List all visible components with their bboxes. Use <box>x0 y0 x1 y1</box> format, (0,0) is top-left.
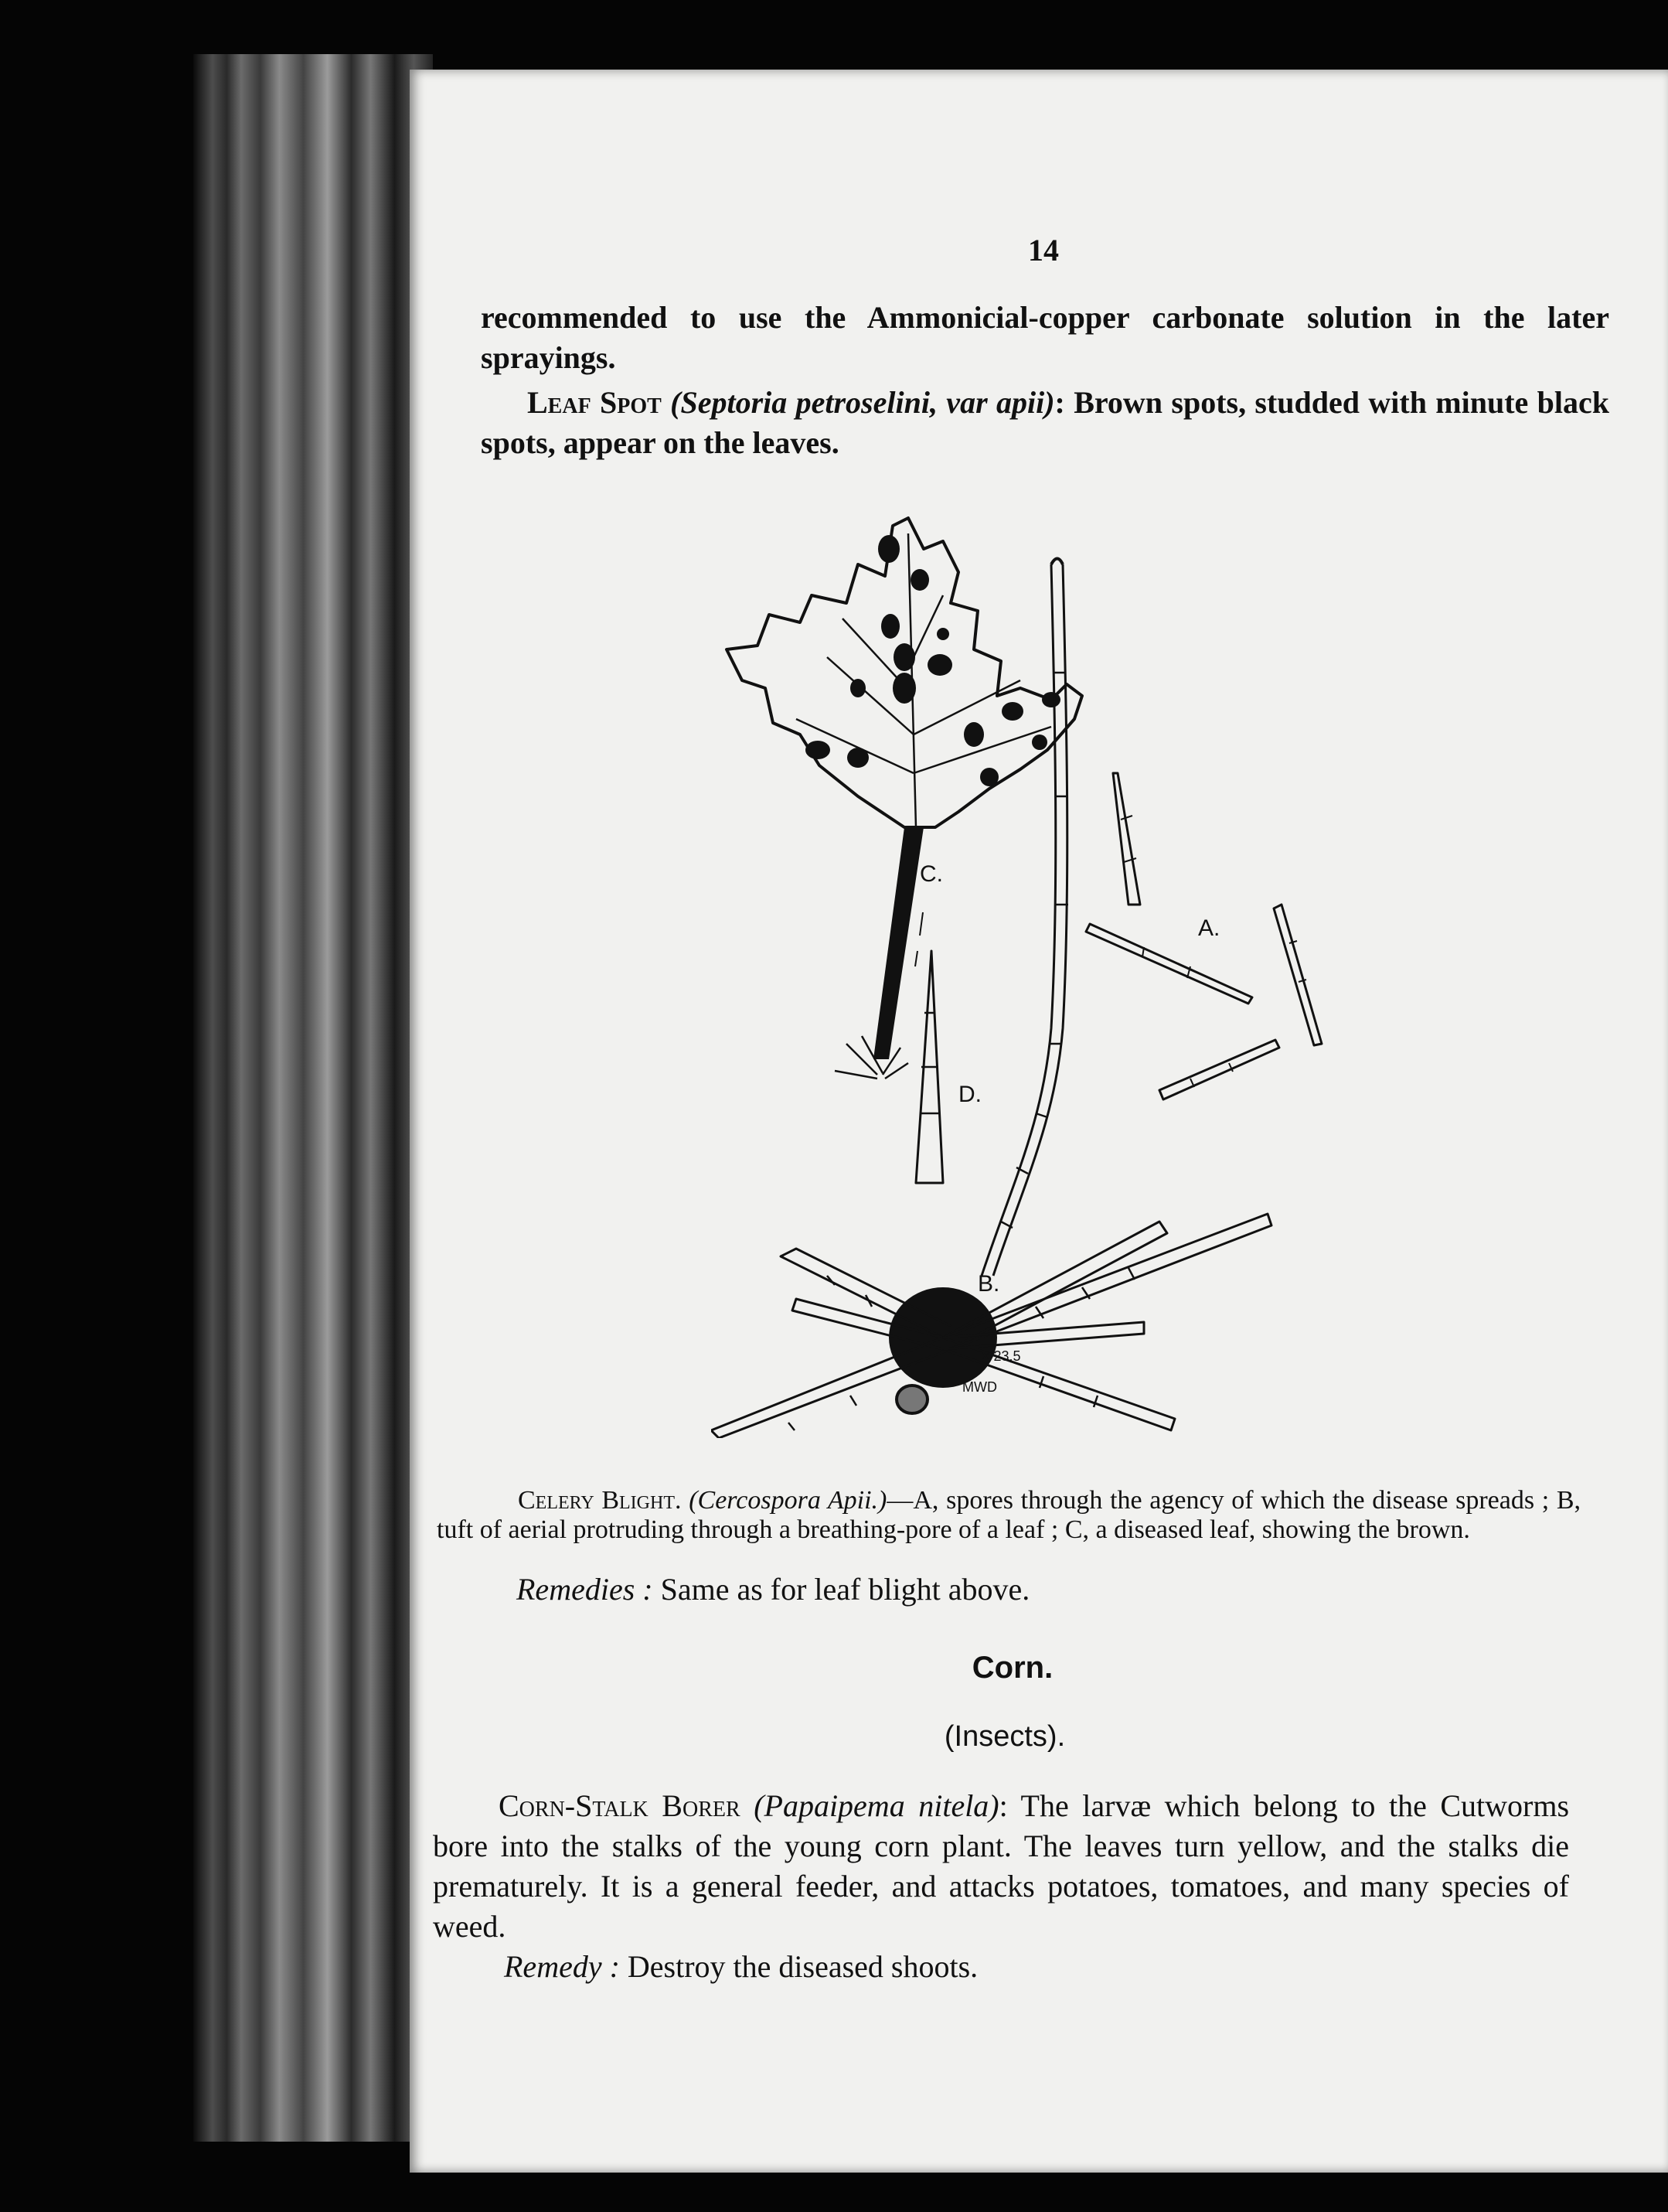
remedy-label: Remedy : <box>504 1949 620 1984</box>
remedy-paragraph <box>504 1947 1509 1987</box>
intro-text: recommended to use the Ammonicial-copper carbonate solution in the later sprayings. <box>481 300 1609 375</box>
caption-latin: (Cercospora Apii.) <box>689 1486 887 1515</box>
figure-label-c: C. <box>920 861 943 887</box>
section-subtitle: (Insects). <box>944 1720 1066 1753</box>
figure-label-d: D. <box>958 1082 982 1107</box>
remedies-text: Same as for leaf blight above. <box>660 1572 1030 1607</box>
corn-stalk-borer-text: : The larvæ which belong to the Cutworms bore into the stalks of the young corn plant. The leaves turn yellow, and the stalks die prematurely. It is a general feeder, and attacks potatoes, tomatoes, and many species of weed. <box>433 1788 1570 1944</box>
caption-heading: Celery Blight. <box>518 1486 682 1515</box>
corn-stalk-borer-latin: (Papaipema nitela) <box>754 1788 999 1823</box>
book-binding <box>193 54 433 2142</box>
corn-stalk-borer-paragraph <box>433 1786 1569 1947</box>
caption-text: —A, spores through the agency of which the disease spreads ; B, tuft of aerial protruding through a breathing-pore of a leaf ; C, a diseased leaf, showing the brown. <box>437 1486 1581 1544</box>
leaf-spot-text: : Brown spots, studded with minute black spots, appear on the leaves. <box>481 385 1609 460</box>
figure-label-a: A. <box>1198 915 1220 941</box>
remedies-paragraph <box>516 1570 1598 1610</box>
figure-caption <box>437 1486 1581 1545</box>
leaf-spot-latin: (Septoria petroselini, var apii) <box>670 385 1055 420</box>
figure-label-initials: MWD <box>962 1379 997 1395</box>
remedy-text: Destroy the diseased shoots. <box>627 1949 979 1984</box>
figure-label-magnification: × 23,5 <box>982 1348 1021 1364</box>
figure-label-b: B. <box>978 1271 1000 1297</box>
celery-blight-figure <box>711 503 1345 1438</box>
remedies-label: Remedies : <box>516 1572 653 1607</box>
page-number: 14 <box>1028 233 1059 268</box>
intro-paragraph <box>481 298 1609 378</box>
leaf-spot-paragraph <box>481 383 1609 463</box>
section-title: Corn. <box>972 1651 1054 1685</box>
leaf-spot-heading: Leaf Spot <box>527 385 662 420</box>
corn-stalk-borer-heading: Corn-Stalk Borer <box>499 1788 740 1823</box>
